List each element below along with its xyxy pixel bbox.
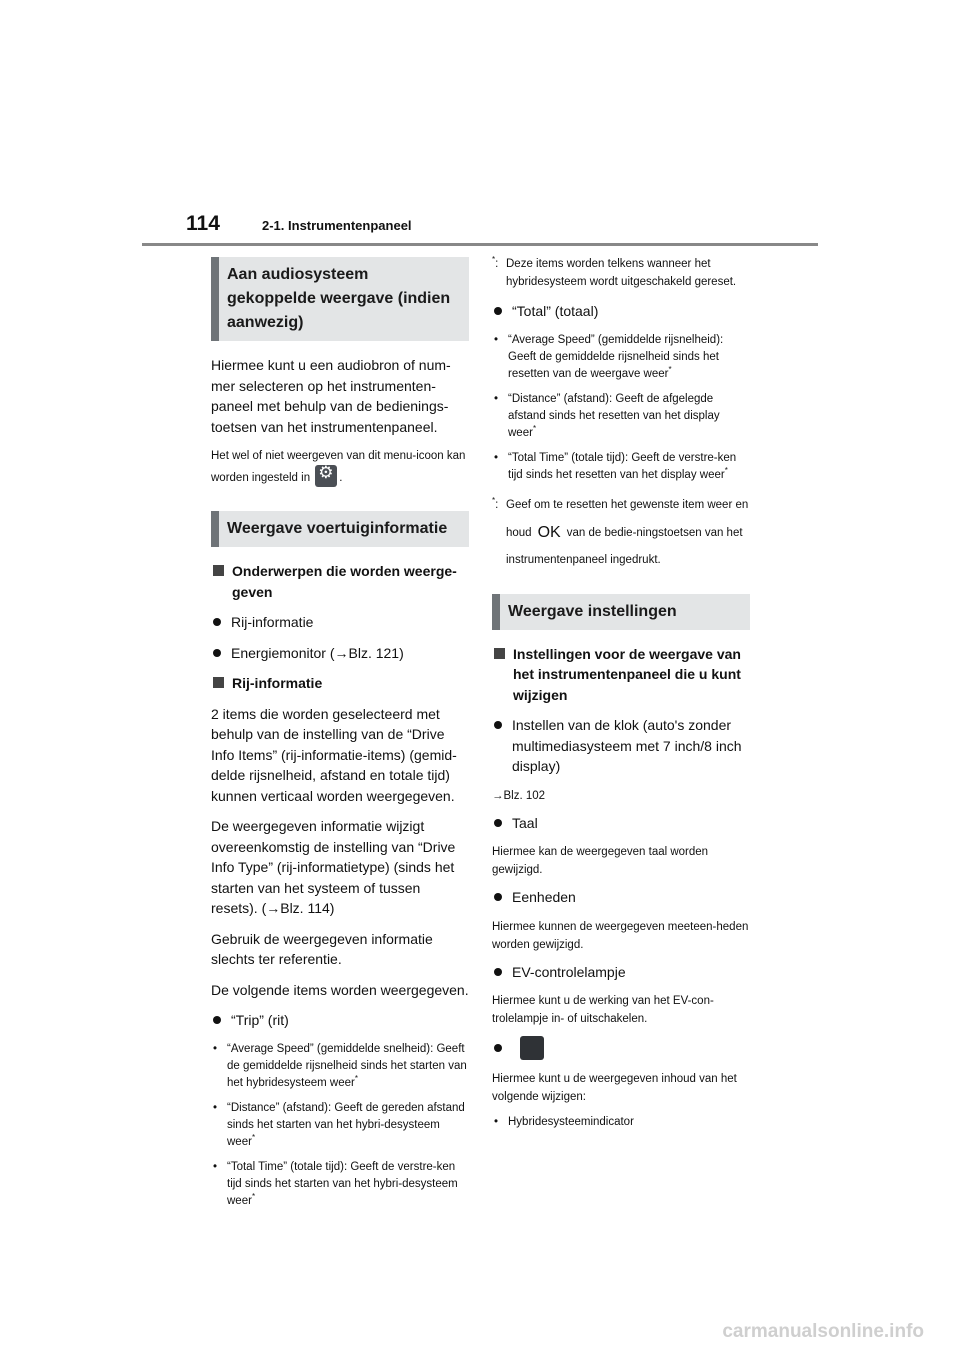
paragraph: De volgende items worden weergegeven. bbox=[211, 981, 469, 998]
sub-list-item: • Hybridesysteemindicator bbox=[494, 1116, 634, 1128]
paragraph: Hiermee kunt u een audiobron of num-mer selecteren op het instrumenten-paneel met behulp van de bedienings-toetsen van het instrumentenpaneel. bbox=[211, 357, 451, 435]
bullet-dot-icon bbox=[213, 649, 221, 657]
sub-list-item: • “Distance” (afstand): Geeft de afgelegde afstand sinds het resetten van het display weer* bbox=[494, 392, 720, 439]
footnote: *: Deze items worden telkens wanneer het hybridesysteem wordt uitgeschakeld gereset. bbox=[492, 255, 737, 288]
bullet-dot-icon bbox=[494, 968, 502, 976]
sub-list-item: • “Average Speed” (gemiddelde snelheid): Geeft de gemiddelde rijsnelheid sinds het starten van het hybridesysteem weer* bbox=[213, 1042, 467, 1089]
bullet-dot-icon bbox=[213, 618, 221, 626]
list-item: EV-controlelampje bbox=[492, 962, 750, 983]
footnote: *: Geef om te resetten het gewenste item weer en houd OK van de bedie-ningstoetsen van het instrumentenpaneel ingedrukt. bbox=[492, 495, 749, 566]
paragraph: De weergegeven informatie wijzigt overeenkomstig de instelling van “Drive Info Type” (rij-informatietype) (sinds het starten van het systeem of tussen resets). (→Blz. 114) bbox=[211, 818, 456, 916]
heading-vehicle-info: Weergave voertuiginformatie bbox=[211, 511, 469, 547]
square-bullet-icon bbox=[213, 677, 224, 688]
sub-list-item: • “Total Time” (totale tijd): Geeft de verstre-ken tijd sinds het starten van het hybri-desysteem weer* bbox=[213, 1160, 458, 1207]
bullet-dot-icon bbox=[494, 721, 502, 729]
paragraph: 2 items die worden geselecteerd met behulp van de instelling van de “Drive Info Items” (rij-informatie-items) (gemid-delde rijsnelheid, afstand en totale tijd) kunnen verticaal worden weergegeven. bbox=[211, 705, 457, 804]
list-item: “Total” (totaal) bbox=[492, 301, 750, 322]
right-column bbox=[492, 255, 750, 1139]
list-item bbox=[492, 1036, 750, 1060]
list-item: Eenheden bbox=[492, 887, 750, 908]
list-item: Instellen van de klok (auto's zonder multimediasysteem met 7 inch/8 inch display) bbox=[492, 715, 750, 777]
paragraph-small: Hiermee kunnen de weergegeven meeteen-heden worden gewijzigd. bbox=[492, 920, 749, 951]
bullet-dot-icon bbox=[494, 1044, 502, 1052]
list-item: Taal bbox=[492, 813, 750, 834]
paragraph-small: Hiermee kunt u de weergegeven inhoud van het volgende wijzigen: bbox=[492, 1073, 737, 1103]
sub-list-item: • “Total Time” (totale tijd): Geeft de verstre-ken tijd sinds het resetten van het display weer* bbox=[494, 451, 737, 481]
paragraph: Gebruik de weergegeven informatie slechts ter referentie. bbox=[211, 930, 433, 967]
paragraph-small: Hiermee kunt u de werking van het EV-con-trolelampje in- of uitschakelen. bbox=[492, 995, 714, 1025]
heading-display-settings: Weergave instellingen bbox=[492, 594, 750, 630]
page-reference: →Blz. 102 bbox=[492, 789, 546, 802]
header-rule bbox=[142, 243, 818, 246]
left-column bbox=[211, 257, 469, 1218]
list-item: Energiemonitor (→Blz. 121) bbox=[211, 643, 469, 664]
paragraph-small: Het wel of niet weergeven van dit menu-icoon kan worden ingesteld in ⚙ . bbox=[211, 447, 469, 487]
page-number: 114 bbox=[186, 212, 220, 235]
bullet-dot-icon bbox=[494, 893, 502, 901]
gear-icon bbox=[315, 465, 337, 487]
sub-list-item: • “Average Speed” (gemiddelde rijsnelheid): Geeft de gemiddelde rijsnelheid sinds het resetten van de weergave weer* bbox=[494, 333, 724, 380]
bullet-dot-icon bbox=[494, 819, 502, 827]
subheading: Instellingen voor de weergave van het instrumentenpaneel die u kunt wijzigen bbox=[492, 644, 750, 706]
bullet-dot-icon bbox=[213, 1016, 221, 1024]
section-title: 2-1. Instrumentenpaneel bbox=[262, 218, 412, 233]
watermark: carmanualsonline.info bbox=[722, 1321, 924, 1342]
leaf-icon bbox=[520, 1036, 544, 1060]
paragraph-small: Hiermee kan de weergegeven taal worden gewijzigd. bbox=[492, 846, 709, 876]
ok-button-glyph: OK bbox=[537, 523, 561, 541]
subheading: Onderwerpen die worden weerge-geven bbox=[211, 561, 469, 602]
sub-list-item: • “Distance” (afstand): Geeft de gereden afstand sinds het starten van het hybri-desysteem weer* bbox=[213, 1101, 465, 1148]
bullet-dot-icon bbox=[494, 307, 502, 315]
list-item: Rij-informatie bbox=[211, 612, 469, 633]
square-bullet-icon bbox=[213, 565, 224, 576]
square-bullet-icon bbox=[494, 648, 505, 659]
list-item: “Trip” (rit) bbox=[211, 1010, 469, 1031]
subheading: Rij-informatie bbox=[211, 673, 469, 694]
heading-audio-display: Aan audiosysteem gekoppelde weergave (indien aanwezig) bbox=[211, 257, 469, 341]
